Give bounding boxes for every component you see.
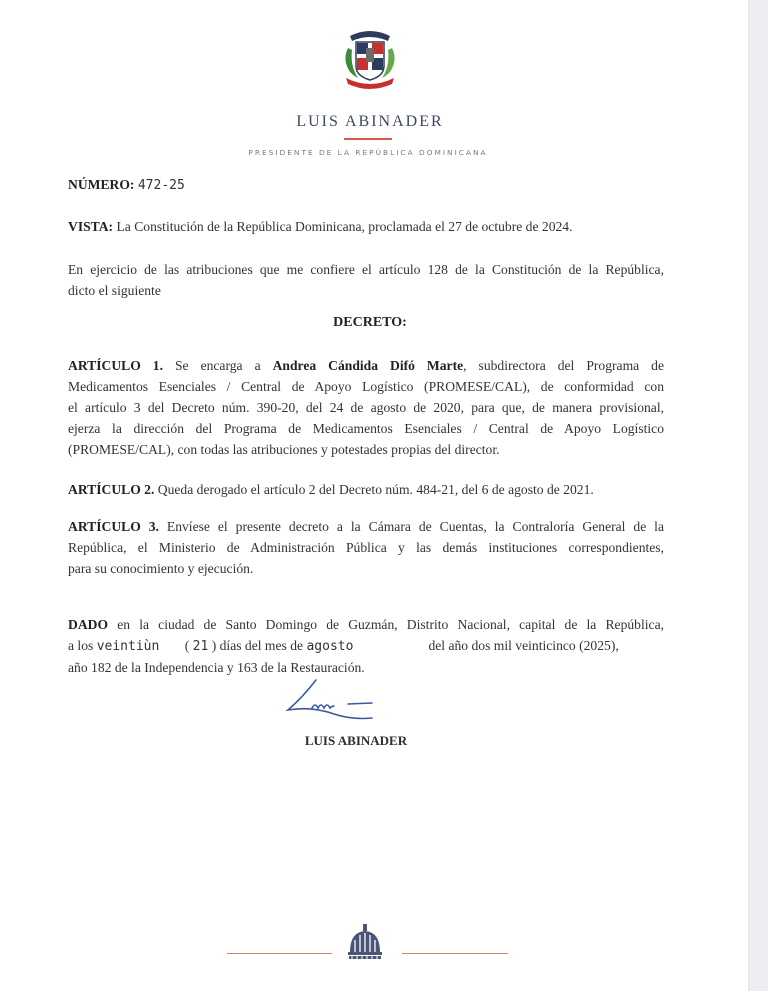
day-number: 21 (192, 639, 209, 654)
dado-text: días del mes de (216, 638, 307, 653)
articulo-1-label: ARTÍCULO 1. (68, 358, 163, 373)
dado-paragraph (68, 614, 664, 678)
day-word: veintiùn (96, 639, 160, 654)
dado-line: año 182 de la Independencia y 163 de la Restauración. (68, 660, 365, 675)
dome-icon (344, 922, 386, 962)
dado-text: del año dos mil veinticinco (2025), (428, 638, 619, 653)
articulo-2 (68, 479, 664, 500)
vista-paragraph (68, 216, 664, 237)
numero-value: 472-25 (137, 178, 185, 193)
articulo-1-text: , subdirectora del Programa de (463, 358, 665, 373)
header-name: LUIS ABINADER (296, 113, 444, 130)
dado-text: en la ciudad de Santo Domingo de Guzmán, Distrito Nacional, capital de la República, (108, 617, 664, 632)
articulo-1-line: ejerza la dirección del Programa de Medicamentos Esenciales / Central de Apoyo Logístico (68, 421, 664, 436)
articulo-3-label: ARTÍCULO 3. (68, 519, 159, 534)
decree-number (68, 174, 664, 196)
decreto-title: DECRETO: (333, 315, 407, 330)
appointee-name: Andrea Cándida Difó Marte (272, 358, 464, 373)
articulo-1-line (68, 355, 664, 376)
articulo-2-label: ARTÍCULO 2. (68, 482, 155, 497)
articulo-3-line: República, el Ministerio de Administración Pública y las demás instituciones correspondientes, (68, 540, 664, 555)
signatory-name-text: LUIS ABINADER (304, 733, 408, 748)
footer-line-left (227, 953, 332, 954)
dado-label: DADO (68, 617, 109, 632)
ejercicio-line: dicto el siguiente (68, 283, 161, 298)
signature-icon (282, 676, 392, 724)
header-divider (344, 138, 392, 140)
ejercicio-paragraph (68, 259, 664, 301)
articulo-1 (68, 355, 664, 460)
footer-line-right (402, 953, 508, 954)
paren-open: ( (184, 638, 193, 653)
signatory-name (0, 733, 740, 749)
dado-line (68, 635, 664, 657)
numero-label: NÚMERO: (68, 177, 135, 192)
viewer-side-strip (748, 0, 768, 991)
vista-label: VISTA: (68, 219, 114, 234)
articulo-1-line: Medicamentos Esenciales / Central de Apoyo Logístico (PROMESE/CAL), de conformidad con (68, 379, 664, 394)
articulo-2-text: Queda derogado el artículo 2 del Decreto núm. 484-21, del 6 de agosto de 2021. (154, 482, 594, 497)
articulo-3-line: para su conocimiento y ejecución. (68, 561, 254, 576)
ejercicio-line: En ejercicio de las atribuciones que me confiere el artículo 128 de la Constitución de la República, (68, 262, 664, 277)
paren-close: ) (208, 638, 217, 653)
articulo-3-text: Envíese el presente decreto a la Cámara de Cuentas, la Contraloría General de la (158, 519, 664, 534)
articulo-1-line: (PROMESE/CAL), con todas las atribuciones y potestades propias del director. (68, 442, 500, 457)
articulo-3-line (68, 516, 664, 537)
month: agosto (306, 639, 354, 654)
articulo-1-text: Se encarga a (162, 358, 273, 373)
articulo-1-line: el artículo 3 del Decreto núm. 390-20, del 24 de agosto de 2020, para que, de manera provisional, (68, 400, 664, 415)
dado-line (68, 614, 664, 635)
dado-text: a los (68, 638, 97, 653)
header-subtitle: PRESIDENTE DE LA REPÚBLICA DOMINICANA (248, 148, 488, 157)
vista-text: La Constitución de la República Dominicana, proclamada el 27 de octubre de 2024. (113, 219, 573, 234)
coat-of-arms-icon (336, 26, 404, 92)
articulo-3 (68, 516, 664, 579)
